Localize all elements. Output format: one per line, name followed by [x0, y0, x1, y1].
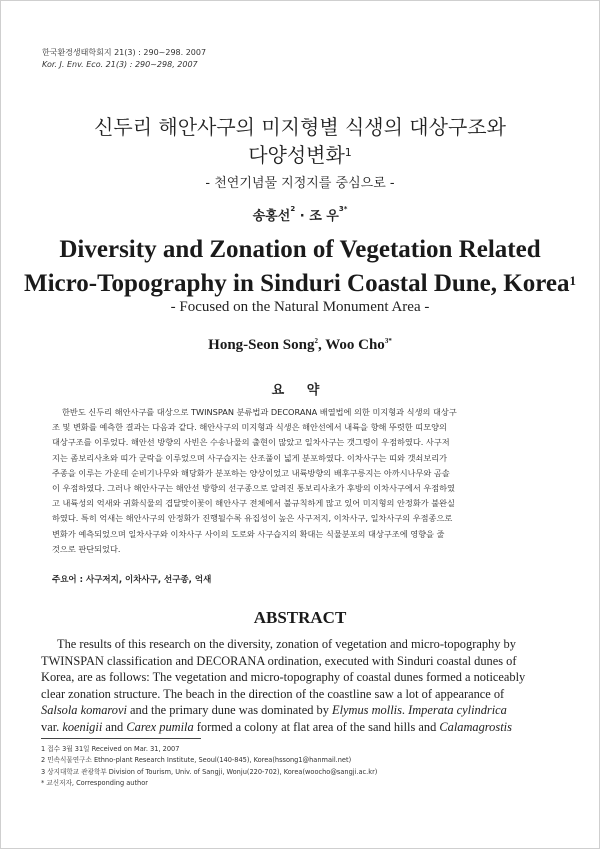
korean-subtitle: - 천연기념물 지정지를 중심으로 -	[205, 176, 395, 191]
korean-author-1-mark: 2	[290, 205, 296, 213]
korean-author-2-mark: 3*	[338, 205, 348, 213]
korean-title	[0, 113, 600, 169]
korean-abstract-line: 고 내륙성의 억새와 귀화식물의 겹달맞이꽃이 해안사구 전체에서 불규칙하게 많고 있어 미지형의 안정화가 불완실	[52, 498, 455, 509]
english-abstract-text: var.	[41, 719, 63, 734]
korean-authors	[0, 205, 600, 224]
english-abstract	[41, 636, 561, 736]
korean-title-line2	[0, 141, 600, 169]
english-abstract-line	[41, 719, 561, 736]
korean-abstract	[52, 405, 552, 557]
korean-abstract-line: 지는 좀보리사초와 띠가 군락을 이루었으며 사구습지는 산조풀이 넓게 분포하였다. 이차사구는 띠와 갯쇠보리가	[52, 452, 448, 463]
english-abstract-text: and	[102, 719, 127, 734]
species-name: Elymus mollis	[332, 703, 402, 718]
english-subtitle: - Focused on the Natural Monument Area -	[170, 299, 430, 315]
english-author-2-mark: 3*	[384, 337, 392, 345]
korean-abstract-line: 이 우점하였다. 그러나 해안사구는 해안선 방향의 선구종으로 알려진 통보리사초가 후방의 이차사구에서 우점하였	[52, 483, 455, 494]
english-authors	[0, 337, 600, 354]
korean-abstract-line: 것으로 판단되었다.	[52, 543, 121, 554]
korean-author-2: 조 우	[309, 209, 339, 224]
english-title-line1: Diversity and Zonation of Vegetation Related	[59, 236, 541, 263]
footnote-corresponding: * 교신저자, Corresponding author	[41, 779, 148, 788]
journal-citation-korean: 한국환경생태학회지 21(3) : 290~298. 2007	[42, 48, 207, 57]
english-abstract-line	[41, 702, 561, 719]
species-name: Salsola komarovi	[41, 703, 127, 718]
korean-abstract-line: 조 및 변화를 예측한 결과는 다음과 같다. 해안사구의 미지형과 식생은 해안선에서 내륙을 향해 뚜렷한 띠모양의	[52, 422, 447, 433]
korean-author-1: 송홍선	[252, 209, 291, 224]
species-name: koenigii	[62, 719, 103, 734]
korean-abstract-line: 대상구조를 이루었다. 해안선 방향의 사빈은 수송나물의 출현이 많았고 일차사구는 갯그령이 우점하였다. 사구저	[52, 437, 450, 448]
english-author-1-mark: 2	[314, 337, 318, 345]
korean-title-footnote-mark: 1	[344, 146, 352, 159]
korean-title-line2-text: 다양성변화	[248, 143, 345, 167]
english-abstract-line: The results of this research on the diversity, zonation of vegetation and micro-topography by	[57, 637, 516, 651]
species-name: Carex pumila	[126, 719, 194, 734]
english-abstract-text: and the primary dune was dominated by	[126, 703, 333, 718]
english-title-footnote-mark: 1	[569, 273, 576, 288]
english-abstract-text: formed a colony at flat area of the sand hills and	[193, 719, 440, 734]
footnote-affiliation-author-1: 2 민속식물연구소 Ethno-plant Research Institute, Seoul(140-845), Korea(hssong1@hanmail.net)	[41, 756, 352, 765]
footnote-divider	[41, 738, 201, 739]
english-author-separator: ,	[317, 337, 326, 353]
english-author-1: Hong-Seon Song	[208, 337, 315, 353]
english-title-line2	[0, 267, 600, 301]
keywords-list: 사구저지, 이차사구, 선구종, 억새	[85, 575, 212, 585]
korean-abstract-line: 한반도 신두리 해안사구를 대상으로 TWINSPAN 분류법과 DECORANA 배열법에 의한 미지형과 식생의 대상구	[62, 407, 457, 417]
english-abstract-line: TWINSPAN classification and DECORANA ordination, executed with Sinduri coastal dunes of	[41, 653, 517, 668]
species-name: Calamagrostis	[439, 719, 512, 734]
korean-abstract-line: 변화가 예측되었으며 일차사구와 이차사구 사이의 도로와 사구습지의 확대는 식물분포의 대상구조에 영향을 줄	[52, 528, 445, 539]
journal-citation-english: Kor. J. Env. Eco. 21(3) : 290~298, 2007	[42, 60, 198, 69]
korean-author-separator: ·	[295, 209, 310, 224]
footnote-affiliation-author-2: 3 상지대학교 관광학부 Division of Tourism, Univ. of Sangji, Wonju(220-702), Korea(woocho@sangji.ac.kr)	[41, 767, 378, 776]
korean-abstract-line: 주종을 이루는 가운데 순비기나무와 해당화가 분포하는 양상이었고 내륙방향의 배후구릉지는 아까시나무와 곰솔	[52, 467, 450, 478]
footnotes	[41, 744, 377, 790]
korean-title-line1: 신두리 해안사구의 미지형별 식생의 대상구조와	[94, 115, 506, 139]
english-title-line2-text: Micro-Topography in Sinduri Coastal Dune, Korea	[24, 270, 570, 297]
english-author-2: Woo Cho	[325, 337, 385, 353]
english-abstract-line: Korea, are as follows: The vegetation and micro-topography of coastal dunes formed a noticeably	[41, 670, 526, 685]
english-abstract-text: .	[401, 703, 409, 718]
species-name: Imperata cylindrica	[408, 703, 507, 718]
english-abstract-line: clear zonation structure. The beach in the direction of the coastline saw a lot of appearance of	[41, 686, 505, 701]
korean-abstract-heading: 요 약	[271, 383, 329, 398]
keywords-label: 주요어	[52, 575, 77, 585]
korean-keywords: 주요어 : 사구저지, 이차사구, 선구종, 억새	[52, 575, 212, 585]
english-abstract-heading: ABSTRACT	[253, 608, 347, 627]
footnote-received: 1 접수 3월 31일 Received on Mar. 31, 2007	[41, 745, 180, 753]
journal-header	[42, 47, 206, 71]
korean-abstract-line: 하였다. 특히 억새는 해안사구의 안정화가 진행될수록 유집성이 높은 사구저지, 이차사구, 일차사구의 우점종으로	[52, 513, 453, 524]
english-title	[0, 233, 600, 301]
